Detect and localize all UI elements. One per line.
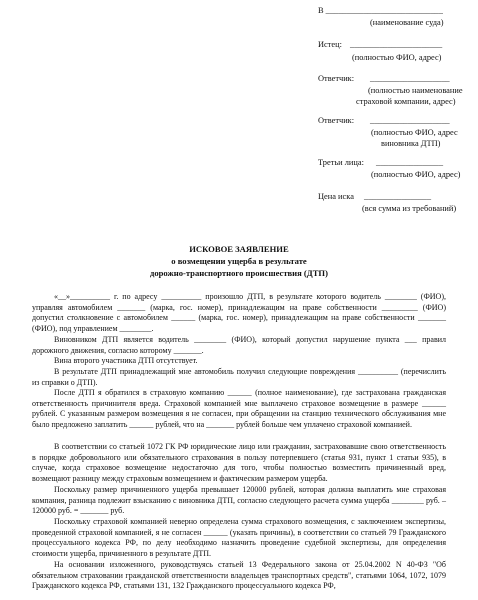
document-title: ИСКОВОЕ ЗАЯВЛЕНИЕ xyxy=(189,244,289,254)
plaintiff-line: ______________________ xyxy=(350,40,443,49)
paragraph-damage: В результате ДТП принадлежащий мне автомобиль получил следующие повреждения __________ (перечислить из справки о ДТП). xyxy=(32,367,446,387)
defendant2-note: (полностью ФИО, адрес xyxy=(371,128,458,137)
defendant1-note-2: страховой компании, адрес) xyxy=(356,97,456,106)
third-party-label: Третьи лица: xyxy=(318,158,364,167)
paragraph-no-fault: Вина второго участника ДТП отсутствует. xyxy=(54,356,198,365)
plaintiff-label: Истец: xyxy=(318,40,342,49)
claim-price-label: Цена иска xyxy=(318,192,354,201)
defendant2-line: ___________________ xyxy=(370,116,450,125)
third-party-note: (полностью ФИО, адрес) xyxy=(371,170,461,179)
defendant2-note-2: виновника ДТП) xyxy=(381,139,441,148)
paragraph-calculation: Поскольку размер причиненного ущерба превышает 120000 рублей, которая должна выплатить мне страховая компания, разница подлежит взысканию с виновника ДТП, согласно следующего расчета сумма ущерба ________ руб. – 120000 руб. = _______ руб. xyxy=(32,485,446,516)
plaintiff-note: (полностью ФИО, адрес) xyxy=(352,53,442,62)
paragraph-culprit: Виновником ДТП является водитель ________ (ФИО), который допустил нарушение пункта ___ правил дорожного движения, согласно которому _______. xyxy=(32,335,446,355)
document-subtitle: о возмещении ущерба в результате xyxy=(171,256,307,266)
paragraph-expertise: Поскольку страховой компанией неверно определена сумма страхового возмещения, с заключением экспертизы, проведенной страховой компанией, я не согласен ______ (указать причины), в соответствии со статьей 79 Гражданского процессуального кодекса РФ, по делу необходимо назначить проведение судебной экспертизы, для определения стоимости ущерба, причиненного в результате ДТП. xyxy=(32,517,446,558)
third-party-line: ________________ xyxy=(376,158,443,167)
claim-price-note: (вся сумма из требований) xyxy=(362,204,457,213)
defendant1-label: Ответчик: xyxy=(318,74,355,83)
paragraph-basis: На основании изложенного, руководствуясь статьей 13 Федерального закона от 25.04.2002 N 40-ФЗ "Об обязательном страховании гражданской ответственности владельцев транспортных средств", статьями 1064, 1072, 1079 Гражданского кодекса РФ, статьями 131, 132 Гражданского процессуального кодекса РФ, xyxy=(32,560,446,591)
defendant1-line: ___________________ xyxy=(370,74,450,83)
defendant2-label: Ответчик: xyxy=(318,116,355,125)
defendant1-note: (полностью наименование xyxy=(368,86,463,95)
paragraph-law-1072: В соответствии со статьей 1072 ГК РФ юридические лицо или гражданин, застраховавшие свою ответственность в порядке добровольного или обязательного страхования в пользу потерпевшего (статья 931, пункт 1 статьи 935), в случае, когда страховое возмещение недостаточно для того, чтобы полностью возместить причиненный вред, возмещают разницу между страховым возмещением и фактическим размером ущерба. xyxy=(32,442,446,483)
claim-price-line: ________________ xyxy=(364,192,431,201)
document-subtitle-2: дорожно-транспортного происшествия (ДТП) xyxy=(150,268,328,278)
paragraph-accident: «__»__________ г. по адресу __________ произошло ДТП, в результате которого водитель ________ (ФИО), управляя автомобилем _______ (марка, гос. номер), принадлежащим на праве собственности _________ (ФИО) допустил столкновение с автомобилем ______ (марка, гос. номер), принадлежащим на праве собственности _______ (ФИО), под управлением ________. xyxy=(32,292,446,333)
paragraph-insurance: После ДТП я обратился в страховую компанию ______ (полное наименование), где застрахована гражданская ответственность причинителя вреда. Страховой компанией мне выплачено страховое возмещение в размере ______ рублей. С указанным размером возмещения я не согласен, при обращении на станцию технического обслуживания мне было предложено заплатить ______ рублей, что на _______ рублей больше чем уплачено страховой компанией. xyxy=(32,388,446,429)
court-line: В ____________________________ xyxy=(318,6,443,15)
court-note: (наименование суда) xyxy=(370,18,444,27)
